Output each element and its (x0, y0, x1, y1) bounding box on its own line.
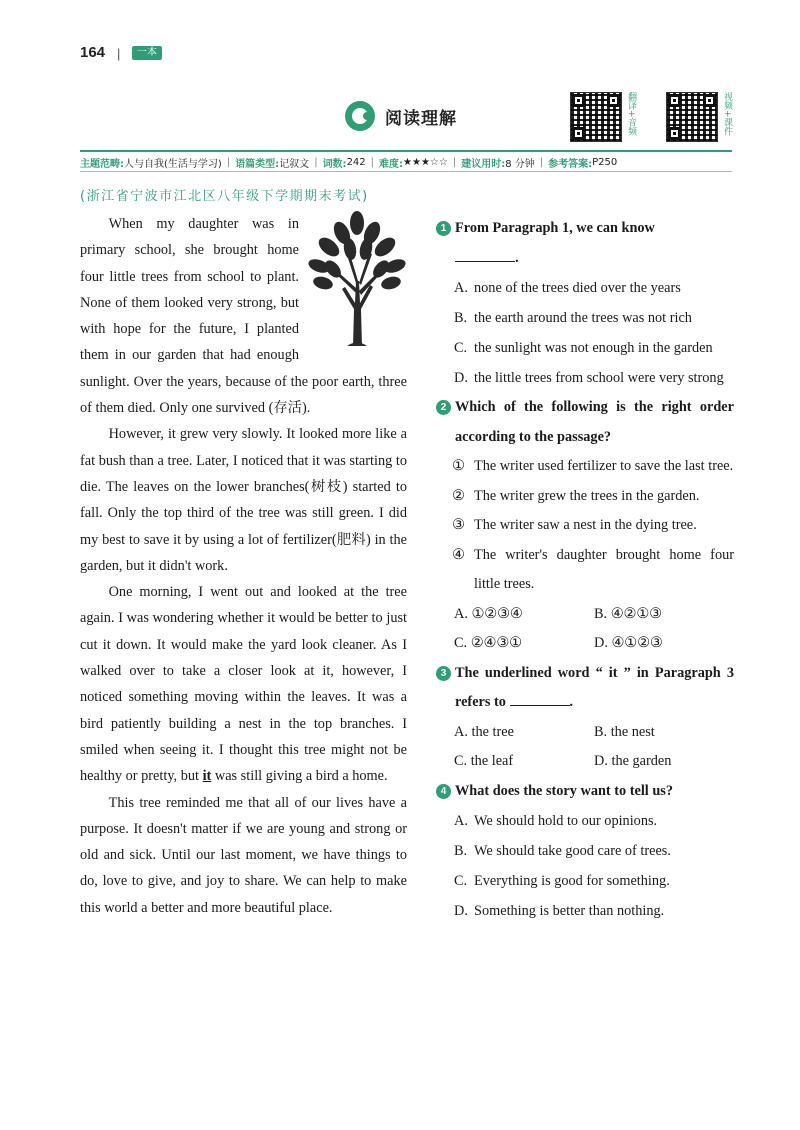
question-2-text: Which of the following is the right order according to the passage? (455, 399, 734, 445)
option-label: C. (454, 635, 468, 651)
option-d[interactable] (594, 629, 734, 659)
option-text: Something is better than nothing. (474, 903, 665, 919)
option-label: A. (454, 723, 468, 740)
question-number-badge: 3 (436, 666, 451, 681)
option-d[interactable] (436, 363, 734, 393)
sequence-label: ④ (452, 546, 465, 563)
option-label: A. (454, 280, 468, 296)
theme-key: 主题范畴: (80, 158, 124, 170)
time-value: 8 分钟 (505, 158, 535, 170)
question-4 (436, 777, 734, 927)
option-d[interactable] (594, 747, 734, 777)
option-text: the nest (610, 723, 655, 740)
meta-divider: | (314, 156, 318, 168)
question-3-text: The underlined word “ it ” in Paragraph 3 refers to (455, 664, 734, 710)
sequence-label: ② (452, 487, 465, 504)
option-a[interactable] (436, 273, 734, 303)
question-3-stem (436, 659, 734, 718)
option-a[interactable] (454, 718, 594, 748)
option-text: the sunlight was not enough in the garden (474, 340, 713, 356)
option-label: B. (594, 605, 608, 622)
question-3 (436, 659, 734, 777)
option-label: B. (594, 723, 608, 740)
option-label: D. (454, 903, 468, 919)
qr-code-translation-icon[interactable] (570, 92, 622, 142)
option-label: C. (454, 340, 468, 356)
sequence-text: The writer's daughter brought home four little trees. (474, 546, 734, 592)
words-value: 242 (346, 156, 366, 168)
option-text: ①②③④ (471, 605, 523, 622)
difficulty-key: 难度: (379, 158, 404, 170)
option-row (436, 747, 734, 777)
option-c[interactable] (454, 629, 594, 659)
meta-bottom-rule (80, 171, 732, 172)
question-1 (436, 214, 734, 393)
meta-divider: | (452, 156, 457, 168)
option-label: A. (454, 605, 468, 622)
option-text: none of the trees died over the years (474, 280, 681, 296)
answer-blank (510, 692, 570, 706)
sequence-text: The writer grew the trees in the garden. (474, 487, 700, 504)
genre-key: 语篇类型: (235, 158, 280, 170)
option-text: ④②①③ (610, 605, 662, 622)
option-text: We should take good care of trees. (474, 843, 671, 859)
option-text: the tree (471, 723, 514, 740)
option-label: C. (454, 753, 468, 769)
qr-right-label: 视频+课件 (722, 92, 732, 136)
option-b[interactable] (436, 836, 734, 866)
option-row (436, 718, 734, 748)
paragraph-1-text: When my daughter was in primary school, she brought home four little trees from school to plant. None of them looked very strong, but with hope for the future, I planted them in our garden that had enough sunlight. Over the years, because of the poor earth, three of them died. Only one survived (存活). (80, 216, 407, 417)
meta-divider: | (370, 156, 375, 168)
option-b[interactable] (436, 303, 734, 333)
option-text: the garden (611, 753, 672, 769)
page-number: 164 (80, 44, 106, 61)
question-1-end: . (515, 249, 519, 266)
underlined-word: it (202, 768, 212, 785)
option-text: Everything is good for something. (474, 873, 670, 889)
qr-left-label: 翻译+音频 (626, 92, 636, 136)
option-text: We should hold to our opinions. (474, 813, 658, 829)
question-4-stem (436, 777, 734, 807)
passage-paragraph-4: This tree reminded me that all of our lives have a purpose. It doesn't matter if we are young and strong or old and sick. Until our last moment, we have things to do, love to give, and joy to share. We can help to make this world a better and more beautiful place. (80, 794, 407, 916)
answer-key: 参考答案: (548, 158, 593, 170)
question-number-badge: 1 (436, 221, 451, 236)
passage-paragraph-2: However, it grew very slowly. It looked more like a fat bush than a tree. Later, I noticed that it was starting to die. The leaves on the lower branches(树枝) started to fall. Only the top third of the tree was still green. I did my best to save it by using a lot of fertilizer(肥料) in the garden, but it didn't work. (80, 426, 407, 574)
option-text: the leaf (470, 753, 514, 769)
option-c[interactable] (454, 747, 594, 777)
passage-paragraph-1 (80, 211, 407, 421)
question-2-stem (436, 393, 734, 452)
questions-column (436, 214, 734, 926)
sequence-label: ③ (452, 517, 465, 533)
sequence-item-3 (436, 511, 734, 541)
section-title-text: 阅读理解 (385, 108, 457, 129)
meta-divider: | (539, 156, 544, 168)
sequence-label: ① (452, 458, 465, 474)
tree-illustration-icon (307, 211, 407, 346)
page-separator: | (117, 46, 121, 61)
option-text: the little trees from school were very strong (474, 370, 724, 386)
section-title (345, 99, 457, 133)
option-label: D. (594, 753, 608, 769)
words-key: 词数: (322, 158, 347, 170)
genre-value: 记叙文 (279, 158, 310, 170)
sequence-text: The writer used fertilizer to save the last tree. (474, 458, 734, 474)
option-d[interactable] (436, 896, 734, 926)
question-number-badge: 2 (436, 400, 451, 415)
option-row (436, 629, 734, 659)
passage-paragraph-3 (80, 579, 407, 789)
passage-column (80, 183, 407, 921)
option-a[interactable] (454, 600, 594, 630)
option-label: A. (454, 813, 468, 829)
answer-blank (455, 247, 515, 261)
question-1-stem (436, 214, 734, 273)
meta-top-rule (80, 150, 732, 152)
option-text: ②④③① (470, 635, 522, 651)
option-a[interactable] (436, 806, 734, 836)
option-c[interactable] (436, 866, 734, 896)
paragraph-3-text-before: One morning, I went out and looked at the tree again. I was wondering whether it would be better to just cut it down. It would make the yard look cleaner. As I walked over to take a closer look at it, however, I noticed something moving within the leaves. It was a bird patiently building a nest in the top branches. I smiled when seeing it. I thought this tree might not be healthy or pretty, but (80, 584, 407, 785)
option-c[interactable] (436, 333, 734, 363)
option-b[interactable] (594, 600, 734, 630)
option-label: B. (454, 843, 468, 859)
theme-value: 人与自我(生活与学习) (124, 158, 222, 170)
option-label: D. (454, 370, 468, 386)
qr-code-video-icon[interactable] (666, 92, 718, 142)
difficulty-value: ★★★☆☆ (403, 156, 448, 168)
reading-logo-icon (345, 101, 375, 131)
option-text: the earth around the trees was not rich (474, 310, 692, 326)
sequence-text: The writer saw a nest in the dying tree. (474, 517, 697, 533)
brand-badge: 一本 (132, 46, 162, 60)
sequence-item-4 (436, 541, 734, 600)
paragraph-3-text-after: was still giving a bird a home. (211, 768, 388, 785)
option-row (436, 600, 734, 630)
question-4-text: What does the story want to tell us? (455, 782, 674, 799)
option-label: B. (454, 310, 468, 326)
answer-value: P250 (592, 156, 618, 168)
meta-info-bar (80, 153, 732, 171)
passage-source: (浙江省宁波市江北区八年级下学期期末考试) (80, 189, 369, 204)
question-3-end: . (569, 694, 574, 710)
time-key: 建议用时: (461, 158, 506, 170)
meta-divider: | (226, 156, 231, 168)
sequence-item-1 (436, 452, 734, 482)
question-1-text: From Paragraph 1, we can know (455, 220, 655, 236)
question-2 (436, 393, 734, 659)
option-b[interactable] (594, 718, 734, 748)
sequence-item-2 (436, 482, 734, 512)
option-label: C. (454, 873, 468, 889)
option-label: D. (594, 635, 608, 651)
option-text: ④①②③ (611, 635, 663, 651)
question-number-badge: 4 (436, 784, 451, 799)
